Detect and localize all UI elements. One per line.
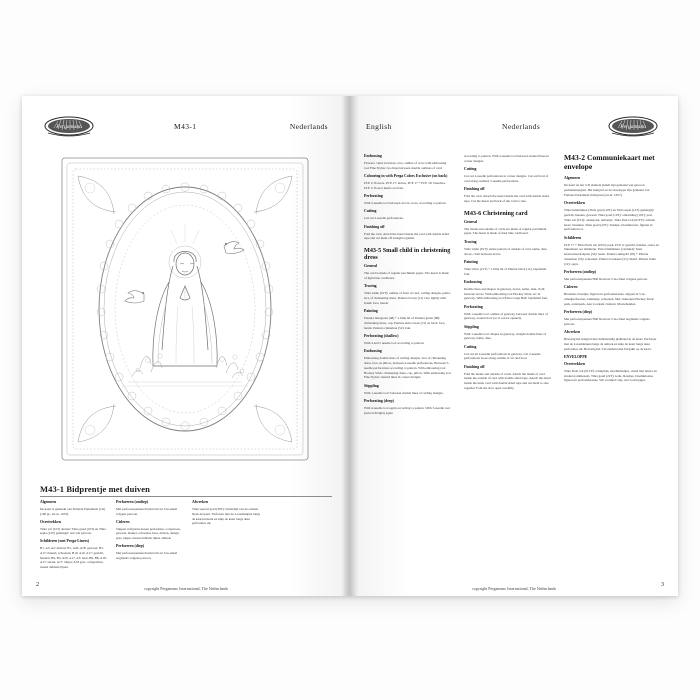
col-heading: Schilderen (met Perga-Liners): [40, 539, 90, 544]
col-body: Met perforeerpennen Kruisvorm en 3-in-enkel nogmaals volgens patroon.: [116, 550, 178, 560]
col-heading: Stippling: [364, 383, 379, 388]
col-heading: Perforeren (diep): [564, 309, 593, 314]
col-heading: Overtrekken: [40, 519, 61, 524]
col-body: De kaart is gemaakt van Parisian Perkament (vel) (160 gr., art.nr. 1653).: [40, 507, 106, 516]
right-page-language-dutch: Nederlands: [502, 122, 541, 131]
col-body: Met perforeerpennen Half Rond en 5-in-cirkel volgens patroon.: [564, 276, 648, 281]
section-title-m43-6: M43-6 Christening card: [464, 209, 528, 217]
col-heading: Perforating: [364, 194, 383, 199]
col-heading: Afwerken: [564, 329, 581, 334]
left-page-header: [22, 112, 350, 146]
instructions-column: [40, 500, 110, 573]
col-body: With 2-needle tool between arcs in cross, according to pattern.: [364, 201, 447, 206]
col-body: Fold the card. Attach the insert inside the card with double sided tape and cut them off straight together.: [364, 231, 449, 241]
left-page-title: M43-1 Bidprentje met duiven: [40, 484, 150, 494]
card-pattern-illustration: [56, 154, 314, 464]
col-heading: Embossing: [364, 154, 382, 158]
col-heading: Finishing off: [464, 364, 485, 369]
col-body: De kaart en het 3-D element (kindt zijn gemaakt van gewoon perkamentpapier. Het inlegvel en de enveloppe zijn gemaakt van Famous Perkament lichtgroen (art.nr. 1657).: [564, 183, 650, 197]
col-body: Tinta special gold (30T): buitenlijn van de omtrek. Neus de kaart. Perforeer met de 2-naaldenpen langs de kaartontwerk en knip de kaart langs deze perforaties uit.: [192, 507, 261, 526]
col-body: Tinta buitenlijnen (Tinta goud (10T) en Tinta sepia (12T) gemengd): gezicht, handen, gewaad. Tinta goud (10T): omranding (10T): patr. Tinta wit (01T): onderpark, lamontje. Tinta Pearl wit (01TP): omtrek kaart, bloemen. Tinta goud (22T): Vaadjes, bloemkarton, figuren in perforatievoor.: [564, 208, 655, 232]
col-heading: Algemeen: [564, 176, 581, 181]
right-page-number: 3: [661, 582, 664, 588]
col-heading: Stippling: [464, 324, 479, 329]
col-heading: Algemeen: [40, 500, 57, 504]
col-heading: Perforating: [464, 304, 483, 309]
right-page: [350, 96, 678, 596]
column-english-1: [364, 154, 452, 419]
col-heading: Schilderen: [564, 235, 582, 240]
section-title-m43-2: M43-2 Communiekaart met envelope: [564, 153, 655, 171]
col-body: Met perforeerpennen Half Rond en 5-in-cirkel nogmaals volgens patroon.: [564, 316, 650, 326]
col-heading: Finishing off: [364, 224, 385, 229]
col-body: Tinta wit (01T) deuren: Tinta goud (10T) en Tinta sepia (12T) gemengd: rest van patroon.: [40, 526, 106, 536]
col-body: Tinta silver (21T) + a little bit of Pintura black (11): baptismal font.: [464, 266, 547, 276]
col-heading: Painting: [464, 259, 478, 264]
copyright-line: copyright Pergamano International, The Netherlands: [143, 586, 229, 591]
instructions-column: [192, 500, 262, 529]
col-body: The card is made of regular parchment paper. The insert is made of light blue cardboard.: [364, 271, 449, 281]
col-heading: Colouring in with Perga Colors Exclusive (on back): [364, 174, 448, 179]
col-heading: Perforeren (ondiep): [564, 269, 597, 274]
col-body: PCE 17 + Pinta Perla wit (01N): park. PCE 4: gezicht, handen, onzer en linnenkant oer lammetje. Tinta bindsikleur (verdund): basis kaartontwerk-lijnen (32): lezen. Pentura skingold (05) + Pintura cinnamon (52): schoenen. Pintura bordeaux (51): mend. Pintura bruin (12): ogen.: [564, 242, 659, 266]
col-heading: Perforeren (diep): [116, 543, 145, 548]
column-english-2: [464, 154, 552, 394]
col-body: Embossing double lines of curling designs, lace of christening dress, face on pillow, between 4-needle perforations. Between 5-needle perforations according to pattern. With embossing tool Hockey Stick: christening dress, cap, pillow. With embossing tool Fine Stylus: slanted lines in corner designs.: [364, 356, 451, 380]
svg-text:Pergamano: Pergamano: [620, 124, 646, 130]
col-body: The inside and outside of cards are made of regular parchment paper. The insert is made of dark blue cardboard.: [464, 226, 547, 236]
col-heading: Painting: [364, 309, 378, 314]
envelope-title: ENVELOPPE: [564, 354, 588, 359]
col-heading: General: [364, 264, 378, 269]
col-body: Cut out 2-needle perforations in corner designs. Cut out front of card along outmost 5-needle perforations.: [464, 174, 549, 183]
pergamano-logo-icon: [42, 114, 96, 140]
col-body: Cut out 2-needle perforations.: [364, 216, 404, 221]
col-body: according to pattern. With 2-needle tool between slanted lines in corner designs.: [464, 154, 549, 163]
col-heading: Perforeren (ondiep): [116, 500, 149, 504]
col-heading: Cutting: [364, 209, 377, 214]
col-body: Cut out all 2-needle perforations in gateway. Cut 2-needle perforations loose along outline of arc and door.: [464, 351, 541, 361]
col-heading: Finishing off: [464, 187, 485, 192]
copyright-line: copyright Pergamano International, The Netherlands: [471, 586, 557, 591]
col-heading: Tracing: [364, 284, 377, 289]
col-heading: Cutting: [464, 167, 477, 172]
col-body: With 4 and 5 needle tool according to pattern.: [364, 341, 425, 345]
col-heading: Tracing: [464, 239, 477, 244]
pergamano-logo-icon: [606, 114, 660, 140]
col-body: Bloemen, blaadjes, figuren in perforatieranze, stippen in 5-in-cirkelperforaties, lammetje, schoenen. Met cisleerpen Hockey Stick: park, onderpark. Aan voorkant cisleren: Mouwhanden.: [564, 292, 655, 306]
col-heading: General: [464, 219, 478, 224]
col-body: Bevestig het inlegvel met dubbelzijdig plakband in de kaart. Perforeer met de 2-naaldenpen langs de omtrek en knip de kaart langs deze perforaties uit. Bevestig het 3-D element met Pergakit op de kaart.: [564, 336, 657, 351]
open-booklet-spread: [22, 96, 678, 596]
right-instructions-columns: [364, 154, 664, 554]
col-body: Tinta white (01T): outline of front of card, curling designs, pellet, lace of christening dress. Pentura brown (12) very lightly with brush: face, hands.: [364, 291, 451, 305]
left-page-language: Nederlands: [289, 122, 328, 131]
col-body: Tinta Pearl wit (01TP): schuiplijn, bloemblaadjes, cirkel met letters en streken (ommezen). Tinta goud (22T): kolk, blaadjes, bloemkloetse, figuren in perforatieranze. Wit verdund: stip, rest voorlopiges.: [564, 368, 657, 383]
col-body: Stippen in figuren tussen perforaties, oorpatroon, gewaad, mantel, schoenen, haar, duiven, design, gras, takjes, tussen dubbele lijnen omtrek.: [116, 526, 181, 541]
col-body: Fold the card. Attach the insert inside the card with double sided tape. Cut the insert and back of the card to size.: [464, 194, 549, 203]
col-body: Pentura bluegreen (48) + a little bit of Pentura green (08): christening dress, cap. Pentura skin colour (15) on back: face, hands. Pentura cinnamon (52): hair.: [364, 316, 446, 330]
col-heading: Perforating (deep): [364, 398, 394, 403]
col-body: With 1-needle tool: outline of gateway, between double lines of gateway, around door (so it can be opened).: [464, 311, 548, 321]
left-instructions-columns: [40, 500, 334, 584]
column-dutch: [564, 154, 660, 387]
col-body: PCE 2: flowers. PCE 17: leaves. PCE 17 + PCE 19: branches. PCE 2: flower hearts on front.: [364, 181, 446, 190]
col-heading: Cisleren: [116, 519, 130, 524]
col-body: Double lines and shapes in gateway, doves, name, date, cloth between doves. With embossing tool Hockey Stick: arc in gateway. With embossing tool Extra Large Ball: baptismal font.: [464, 286, 548, 301]
right-page-header: [350, 112, 678, 146]
col-body: With 1-needle tool: between double lines of curling designs.: [364, 390, 444, 395]
col-body: Flowers, veins in leaves, arcs, outline of cross with embossing tool Fine Stylus: two lines between double outlines of card.: [364, 161, 447, 170]
svg-text:Pergamano: Pergamano: [56, 124, 82, 130]
col-heading: Cutting: [464, 344, 477, 349]
col-body: B1, A3, A2: duiven; B1, A20, A18: gewaad, B3, A17: mantel, schoenen; B10, A10, A17: gezicht, handen, B9, B3, A20, A17, A3: haar, B9, B8, A18, A17: aarzel, A17: takjes; A18 gras, composities, tussen dubbele lijnen.: [40, 546, 107, 570]
col-body: With 4-needle tool again according to pattern. With 5-needle tool (twist left/right) again: [364, 405, 450, 415]
col-heading: Perforating (shallow): [364, 334, 399, 338]
instructions-column: [268, 500, 338, 503]
instructions-column: [116, 500, 186, 563]
book-gutter-shadow: [342, 96, 358, 596]
col-body: With 1-needle tool: shapes in gateway, straight double lines of gateway, name, date.: [464, 331, 547, 341]
col-heading: Cisleren: [564, 285, 578, 290]
col-body: Tinta white (01T): entire pattern of outside of card, name, date, doves, cloth between doves.: [464, 246, 548, 256]
right-page-language-english: English: [366, 122, 392, 131]
left-page-code: M43-1: [174, 122, 197, 131]
col-heading: Overtrekken: [564, 361, 585, 366]
col-heading: Afwerken: [192, 500, 209, 504]
col-heading: Embossing: [364, 349, 382, 354]
col-heading: Embossing: [464, 279, 482, 284]
section-title-m43-5: M43-5 Small child in christening dress: [364, 247, 451, 262]
left-page: [22, 96, 350, 596]
col-heading: Overtrekken: [564, 201, 585, 206]
title-rule: [40, 496, 332, 497]
col-body: Fold the inside and outside of cards. Attach the inside of card inside the outside of card with double sided tape. Attach the insert inside the inner card with double sided tape and cut them to size together. Fold the door open carefully.: [464, 371, 551, 390]
left-page-number: 2: [36, 582, 39, 588]
col-body: Met perforeerpennen Kruisvorm en 3-in-enkel volgens patroon.: [116, 507, 178, 516]
